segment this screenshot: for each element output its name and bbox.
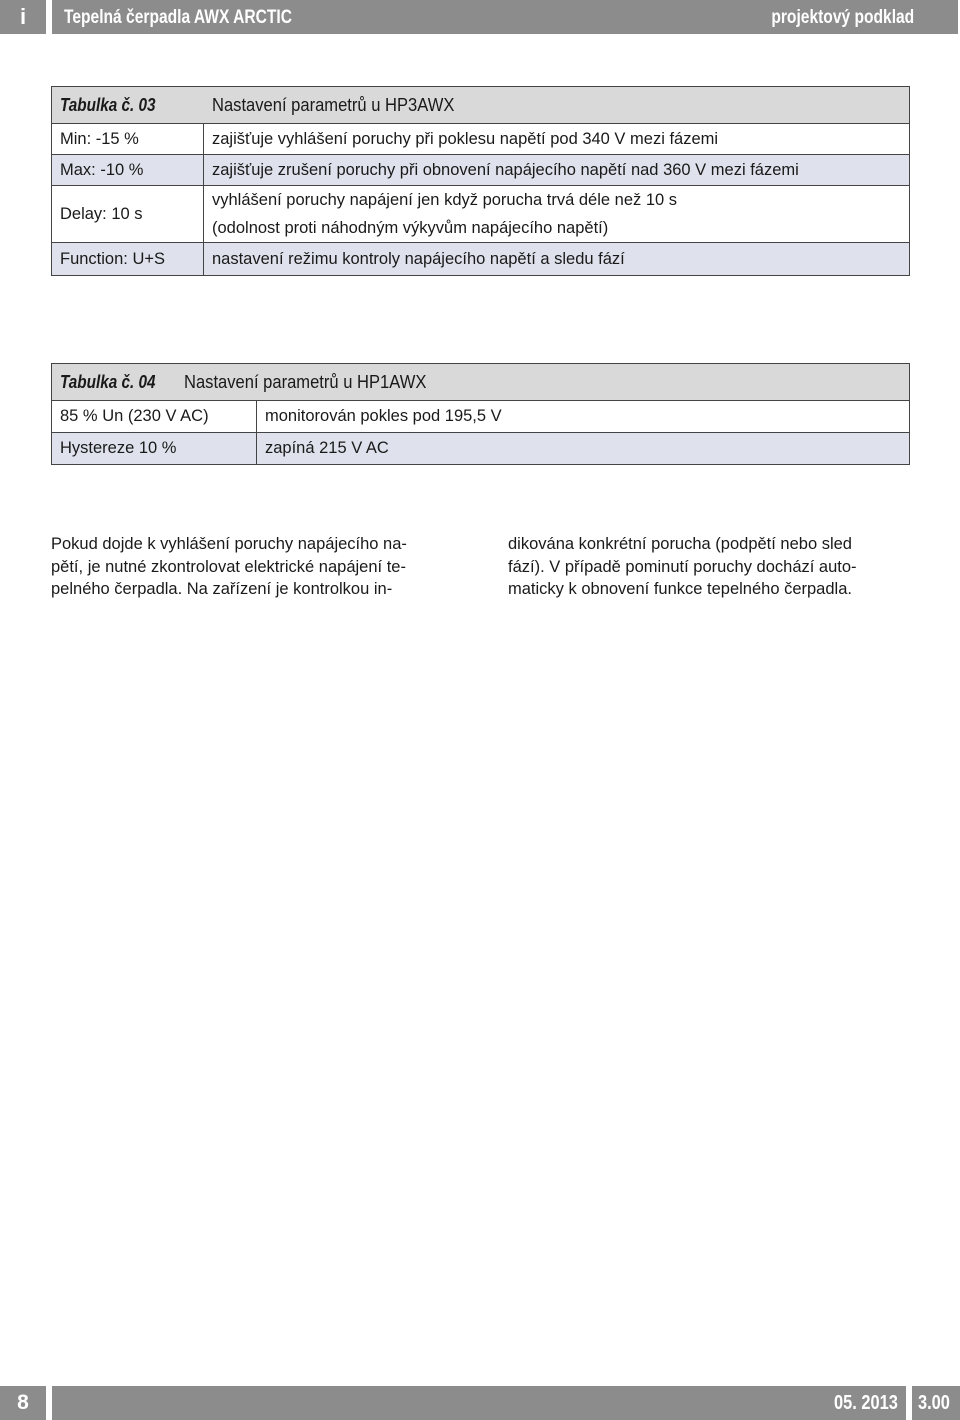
text-line: fází). V případě pominutí poruchy dochází auto- xyxy=(508,557,857,576)
description-line: vyhlášení poruchy napájení jen když porucha trvá déle než 10 s xyxy=(212,191,678,209)
footer-version: 3.00 xyxy=(918,1392,950,1414)
info-icon: i xyxy=(0,0,46,34)
text-line: pětí, je nutné zkontrolovat elektrické napájení te- xyxy=(51,557,406,576)
param-label: Hystereze 10 % xyxy=(52,433,257,465)
table-row xyxy=(52,155,910,186)
table-hp3awx xyxy=(51,86,910,276)
param-description: nastavení režimu kontroly napájecího napětí a sledu fází xyxy=(204,243,910,276)
table-row xyxy=(52,186,910,243)
body-text-column-right xyxy=(508,533,912,601)
page-number: 8 xyxy=(0,1386,46,1420)
document-type: projektový podklad xyxy=(771,7,914,28)
table-row xyxy=(52,243,910,276)
param-label: Function: U+S xyxy=(52,243,204,276)
table-caption: Tabulka č. 04 xyxy=(60,371,156,392)
text-line: Pokud dojde k vyhlášení poruchy napájecího na- xyxy=(51,535,407,553)
table-title: Nastavení parametrů u HP1AWX xyxy=(184,371,427,392)
param-description xyxy=(204,186,910,243)
param-label: Min: -15 % xyxy=(52,124,204,155)
header-bar xyxy=(52,0,958,34)
description-line: (odolnost proti náhodným výkyvům napájecího napětí) xyxy=(212,219,609,237)
param-label: 85 % Un (230 V AC) xyxy=(52,401,257,433)
param-description: monitorován pokles pod 195,5 V xyxy=(257,401,910,433)
table-row xyxy=(52,433,910,465)
body-text-column-left xyxy=(51,533,455,601)
document-title: Tepelná čerpadla AWX ARCTIC xyxy=(64,7,292,28)
table-row xyxy=(52,401,910,433)
param-description: zapíná 215 V AC xyxy=(257,433,910,465)
table-row xyxy=(52,124,910,155)
footer-date: 05. 2013 xyxy=(834,1392,898,1414)
footer-bar xyxy=(52,1386,906,1420)
text-line: maticky k obnovení funkce tepelného čerpadla. xyxy=(508,580,852,598)
text-line: pelného čerpadla. Na zařízení je kontrolkou in- xyxy=(51,580,393,598)
table-title: Nastavení parametrů u HP3AWX xyxy=(211,94,454,115)
param-label: Max: -10 % xyxy=(52,155,204,186)
footer-version-box xyxy=(912,1386,960,1420)
table-header xyxy=(52,87,910,124)
table-hp1awx xyxy=(51,363,910,465)
table-caption: Tabulka č. 03 xyxy=(60,94,156,115)
param-description: zajišťuje zrušení poruchy při obnovení napájecího napětí nad 360 V mezi fázemi xyxy=(204,155,910,186)
table-header xyxy=(52,364,910,401)
param-description: zajišťuje vyhlášení poruchy při poklesu napětí pod 340 V mezi fázemi xyxy=(204,124,910,155)
text-line: dikována konkrétní porucha (podpětí nebo sled xyxy=(508,535,852,553)
param-label: Delay: 10 s xyxy=(52,186,204,243)
